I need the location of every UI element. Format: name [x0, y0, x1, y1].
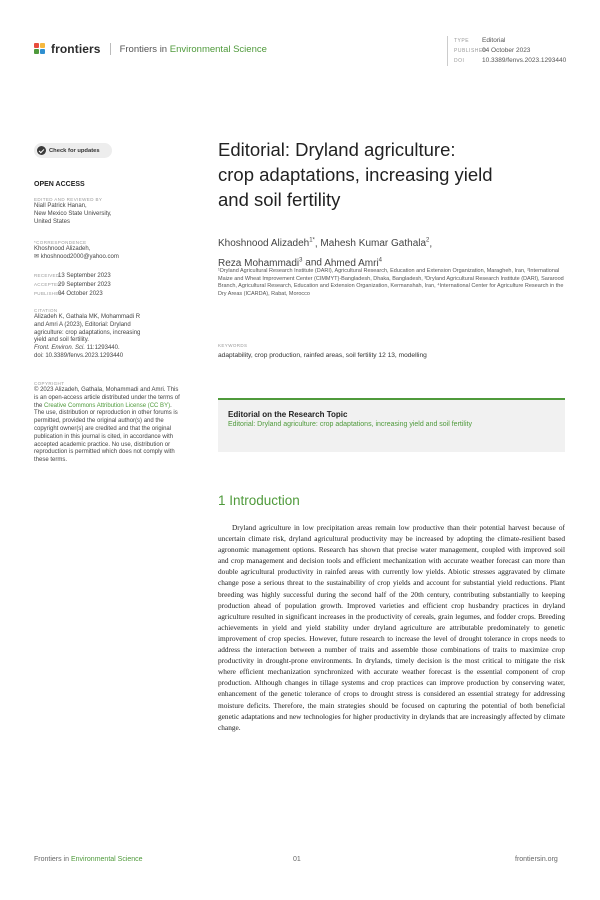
author-list: Khoshnood Alizadeh$^{1*}$, Mahesh Kumar Gathala$^2$, Reza Mohammadi$^3$ and Ahmed Amri$^4$	[218, 238, 433, 269]
keywords: adaptability, crop production, rainfed areas, soil fertility 12 13, modelling	[218, 352, 427, 359]
page-number: 01	[293, 856, 301, 863]
citation-doi[interactable]: doi: 10.3389/fenvs.2023.1293440	[34, 352, 124, 359]
header-brand	[34, 42, 267, 56]
article-meta	[447, 36, 566, 66]
affiliations: ¹Dryland Agricultural Research Institute (DARI), Agricultural Research, Education and Extension Organization, Maragheh, Iran, ²International Maize and Wheat Improvement Center (CIMMYT)-Bangladesh, Dhaka, Bangladesh, ³Dryland Agricultural Research Institute (DARI), Sararood Branch, Agricultural Research, Education and Extension Organization, Kermanshah, Iran, ⁴International Center for Agriculture Research in the Dry Areas (ICARDA), Rabat, Morocco	[218, 268, 564, 298]
cc-by-license-link[interactable]: Creative Commons Attribution License (CC BY)	[44, 402, 171, 409]
check-updates-label: Check for updates	[49, 147, 100, 154]
edited-by-block: EDITED AND REVIEWED BY Niall Patrick Hanan, New Mexico State University, United States	[34, 197, 112, 225]
brand-name: frontiers	[51, 42, 101, 56]
check-updates-icon	[37, 146, 46, 155]
meta-doi[interactable]: DOI 10.3389/fenvs.2023.1293440	[454, 57, 567, 64]
open-access-label: OPEN ACCESS	[34, 181, 85, 188]
correspondence-block: *CORRESPONDENCE Khoshnood Alizadeh, ✉ khoshnood2000@yahoo.com	[34, 239, 182, 262]
article-title: Editorial: Dryland agriculture: crop adaptations, increasing yield and soil fertility	[218, 139, 493, 210]
author-mohammadi[interactable]: Reza Mohammadi$^3$	[218, 257, 303, 269]
copyright-block: COPYRIGHT © 2023 Alizadeh, Gathala, Mohammadi and Amri. This is an open-access article distributed under the terms of the Creative Commons Attribution License (CC BY). The use, distribution or reproduction in other forums is permitted, provided the original author(s) and the copyright owner(s) are credited and that the original publication in this journal is cited, in accordance with accepted academic practice. No use, distribution or reproduction is permitted which does not comply with these terms.	[34, 381, 180, 464]
footer-site-link[interactable]: frontiersin.org	[515, 856, 558, 863]
meta-type: TYPE Editorial	[454, 37, 506, 44]
citation-block: CITATION Alizadeh K, Gathala MK, Mohammadi R and Amri A (2023), Editorial: Dryland agriculture: crop adaptations, increasing yield and soil fertility. Front. Environ. Sci. 11:1293440. doi: 10.3389/fenvs.2023.1293440	[34, 307, 182, 361]
footer-journal[interactable]: Frontiers in Environmental Science	[34, 856, 143, 863]
correspondence-email[interactable]: ✉ khoshnood2000@yahoo.com	[34, 253, 119, 260]
brand-divider	[110, 43, 111, 55]
research-topic-box	[218, 398, 565, 452]
journal-name[interactable]: Frontiers in Environmental Science	[119, 43, 267, 55]
author-amri[interactable]: Ahmed Amri$^4$	[324, 257, 383, 269]
frontiers-logo-icon	[34, 43, 46, 55]
research-topic-heading: Editorial on the Research Topic	[228, 410, 348, 419]
check-for-updates-button[interactable]	[34, 143, 112, 158]
section-heading-introduction: 1 Introduction	[218, 493, 300, 508]
author-gathala[interactable]: Mahesh Kumar Gathala$^2$	[320, 238, 430, 250]
introduction-paragraph: Dryland agriculture in low precipitation areas remain low productive than their potential harvest because of uncertain climate risk, dryland agricultural productivity may be increased by adopting the climate-resilient based agronomic management options. Research has shown that precise water management, coupled with improved soil and crop management and decision tools and efficient mechanization with accurate weather forecast can more than double agricultural productivity in rainfed areas with currently low yields. Abiotic stresses aggravated by climate change pose a serious threat to the sustainability of crop yields and account for substantial yield reductions. Plant breeding was highly successful during the second half of the 20th century, contributing substantially to keeping production ahead of population growth. Improved varieties and efficient crop husbandry practices in dryland agriculture resulted in significant increases in the productivity of cereals, grain legumes, and fodder crops. Breeding achievements in yield and yield stability under dryland agriculture are attributable predominately to genetic improvement of crop species. However, future research to increase the level of drought tolerance in crops needs to address the interaction between a number of traits and assemble those combinations of traits to maximize crop productivity in drought-prone environments. In drylands, timely decision is the most critical to mitigate the risk where efficient mechanization synchronized with accurate weather forecast is the essential component of crop production. Although changes in tillage systems and crop practices can improve production by conserving water, enhancement of the genetic tolerance of crops to drought stress is considered an essential strategy for addressing moisture deficits. Therefore, the main strategies should be focused on capturing the potential of both beneficial genetic adaptations and new technologies for higher productivity in drylands that are increasingly affected by climate change.	[218, 523, 565, 732]
dates-block: RECEIVED13 September 2023 ACCEPTED29 September 2023 PUBLISHED04 October 2023	[34, 273, 111, 297]
email-icon: ✉	[34, 253, 41, 260]
author-alizadeh[interactable]: Khoshnood Alizadeh$^{1*}$	[218, 238, 315, 250]
research-topic-link[interactable]: Editorial: Dryland agriculture: crop adaptations, increasing yield and soil fertility	[228, 421, 472, 428]
meta-published: PUBLISHED04 October 2023	[454, 47, 531, 54]
keywords-label: KEYWORDS	[218, 343, 248, 348]
